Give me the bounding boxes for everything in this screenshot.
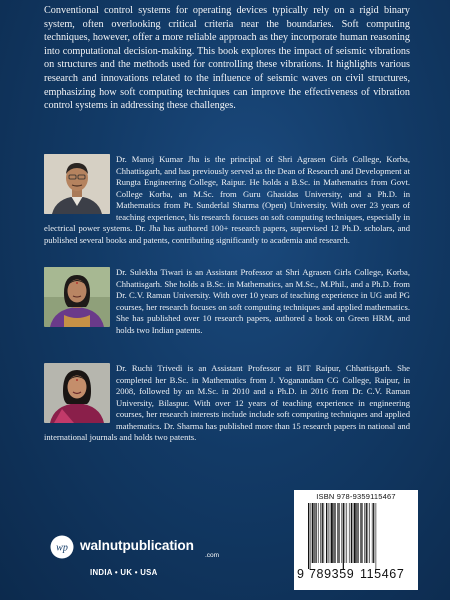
- author-bio-text-3: Dr. Ruchi Trivedi is an Assistant Professor at BIT Raipur, Chhattisgarh. She completed her B.Sc. in Mathematics from J. Yoganandam CG College, Raipur, in 2008, followed by an M.Sc. in 2010 and a Ph.D. in 2016 from Dr. C.V. Raman University, Bilaspur. With over 12 years of teaching experience in engineering courses, her research interests include include soft computing techniques and applied mathematics. Dr. Sharma has published more than 15 research papers in national and international journals and holds two patents.: [44, 363, 410, 443]
- author-photo-3: [44, 363, 110, 423]
- barcode-bar: [315, 503, 316, 563]
- publisher-logo-icon: [50, 535, 74, 559]
- isbn-digit-group-left: 789359: [309, 567, 355, 581]
- isbn-label: ISBN 978-9359115467: [316, 492, 396, 501]
- barcode: [306, 503, 406, 569]
- publisher-regions: INDIA • UK • USA: [90, 568, 158, 577]
- barcode-bar: [338, 503, 339, 563]
- isbn-digit-group-right: 115467: [360, 567, 405, 581]
- barcode-bar: [361, 503, 362, 563]
- barcode-bar: [314, 503, 315, 563]
- barcode-bar: [360, 503, 361, 563]
- barcode-bar: [345, 503, 346, 563]
- barcode-bar: [310, 503, 311, 569]
- author-bio-1: [44, 154, 410, 246]
- barcode-bar: [341, 503, 342, 563]
- barcode-bar: [368, 503, 369, 563]
- barcode-bar: [369, 503, 370, 563]
- barcode-bar: [343, 503, 344, 569]
- barcode-bar: [320, 503, 321, 563]
- publisher-domain-suffix: .com: [205, 552, 220, 559]
- barcode-bar: [376, 503, 377, 569]
- barcode-bar: [373, 503, 374, 563]
- author-photo-2: [44, 267, 110, 327]
- barcode-bar: [351, 503, 352, 563]
- author-photo-1: [44, 154, 110, 214]
- barcode-bar: [328, 503, 329, 563]
- barcode-bar: [349, 503, 350, 563]
- barcode-bar: [354, 503, 356, 563]
- isbn-barcode-block: [294, 490, 418, 590]
- barcode-bar: [337, 503, 338, 563]
- barcode-bar: [364, 503, 365, 563]
- barcode-bar: [312, 503, 314, 563]
- book-description: Conventional control systems for operating devices typically rely on a rigid binary system, often overlooking critical criteria near the boundaries. Soft computing techniques, however, offer a more reliable approach as they incorporate human reasoning into computational decision-making. This book explores the impact of seismic vibrations on structures and the methods used for controlling these vibrations. It highlights various research and innovations related to the influence of seismic waves on civil structures, emphasizing how soft computing techniques can improve the effectiveness of vibration control systems in addressing these challenges.: [44, 5, 410, 112]
- barcode-bar: [308, 503, 309, 569]
- barcode-bar: [353, 503, 354, 563]
- barcode-bar: [356, 503, 357, 563]
- barcode-bar: [330, 503, 331, 563]
- barcode-bar: [372, 503, 373, 563]
- publisher-logo-mark: wp: [56, 542, 68, 554]
- barcode-bar: [326, 503, 327, 563]
- author-bio-text-2: Dr. Sulekha Tiwari is an Assistant Professor at Shri Agrasen Girls College, Korba, Chhattisgarh. She holds a B.Sc. in Mathematics, an M.Sc., M.Phil., and a Ph.D. from Dr. C.V. Raman University. With over 10 years of teaching experience in UG and PG courses, her research focuses on soft computing techniques and applied mathematics. She has published over 10 research papers, authored a book on Green HRM, and holds two Indian patents.: [116, 267, 410, 335]
- author-bio-3: [44, 363, 410, 444]
- barcode-bar: [335, 503, 336, 563]
- author-bio-text-1: Dr. Manoj Kumar Jha is the principal of Shri Agrasen Girls College, Korba, Chhattisgarh, and has previously served as the Dean of Research and Development at Rungta Engineering College, Raipur. He holds a B.Sc. in Mathematics from Govt. College Korba, an M.Sc. from Guru Ghasidas University, and a Ph.D. in Mathematics from Pt. Sunderlal Sharma (Open) University. With over 23 years of teaching experience, his research focuses on soft computing techniques, especially in electrical power systems. Dr. Jha has authored 100+ research papers, supervised 12 Ph.D. scholars, and published several books and patents, contributing significantly to academia and research.: [44, 154, 410, 245]
- author-bio-2: [44, 267, 410, 336]
- barcode-bar: [331, 503, 333, 563]
- barcode-bar: [318, 503, 319, 563]
- barcode-bar: [366, 503, 367, 563]
- isbn-digit-lead: 9: [297, 567, 305, 581]
- barcode-bar: [333, 503, 334, 563]
- publisher-name: walnutpublication: [80, 538, 194, 553]
- barcode-bar: [358, 503, 359, 563]
- barcode-bar: [346, 503, 347, 563]
- barcode-bar: [324, 503, 325, 563]
- barcode-bar: [322, 503, 323, 563]
